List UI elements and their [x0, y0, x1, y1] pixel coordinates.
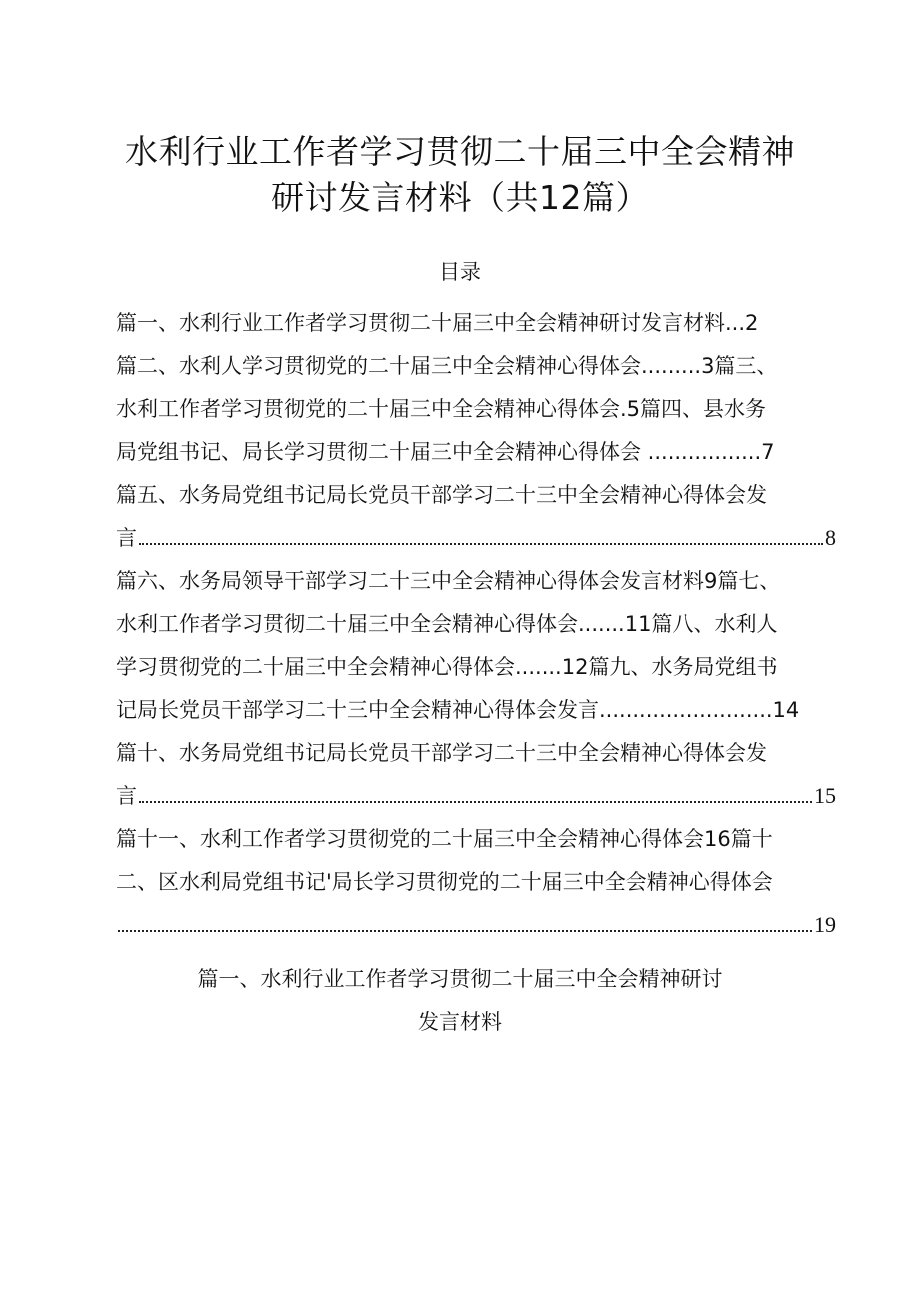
toc-line: 二、区水利局党组书记'局长学习贯彻党的二十届三中全会精神心得体会 [116, 870, 773, 894]
toc-line: 记局长党员干部学习二十三中全会精神心得体会发言..........................14 [116, 698, 800, 722]
toc-line-dotted [116, 911, 836, 939]
toc-heading: 目录 [439, 260, 481, 284]
toc-line: 局党组书记、局长学习贯彻二十届三中全会精神心得体会 .................7 [116, 440, 775, 464]
document-title-line1: 水利行业工作者学习贯彻二十届三中全会精神 [125, 132, 795, 171]
toc-line: 篇十一、水利工作者学习贯彻党的二十届三中全会精神心得体会16篇十 [116, 827, 773, 851]
toc-line: 篇一、水利行业工作者学习贯彻二十届三中全会精神研讨发言材料...2 [116, 311, 759, 335]
toc-line: 篇六、水务局领导干部学习二十三中全会精神心得体会发言材料9篇七、 [116, 569, 781, 593]
toc-line: 水利工作者学习贯彻党的二十届三中全会精神心得体会.5篇四、县水务 [116, 397, 767, 421]
toc-leader-dots [118, 930, 812, 932]
document-title-line2: 研讨发言材料（共12篇） [271, 178, 649, 217]
toc-leader-dots [139, 801, 812, 803]
toc-line: 篇二、水利人学习贯彻党的二十届三中全会精神心得体会.........3篇三、 [116, 354, 778, 378]
toc-line: 篇十、水务局党组书记局长党员干部学习二十三中全会精神心得体会发 [116, 741, 767, 765]
toc-line-dotted [116, 782, 836, 810]
toc-line-text: 言 [116, 784, 137, 808]
toc-page-number: 19 [814, 912, 836, 937]
section-title-line2: 发言材料 [418, 1010, 502, 1034]
toc-leader-dots [139, 543, 823, 545]
toc-line: 篇五、水务局党组书记局长党员干部学习二十三中全会精神心得体会发 [116, 483, 767, 507]
toc-line-dotted [116, 524, 836, 552]
toc-page-number: 8 [825, 525, 836, 550]
toc-line: 水利工作者学习贯彻二十届三中全会精神心得体会.......11篇八、水利人 [116, 612, 778, 636]
toc-line-text: 言 [116, 526, 137, 550]
toc-page-number: 15 [814, 783, 836, 808]
toc-line: 学习贯彻党的二十届三中全会精神心得体会.......12篇九、水务局党组书 [116, 655, 778, 679]
section-title-line1: 篇一、水利行业工作者学习贯彻二十届三中全会精神研讨 [197, 967, 723, 991]
